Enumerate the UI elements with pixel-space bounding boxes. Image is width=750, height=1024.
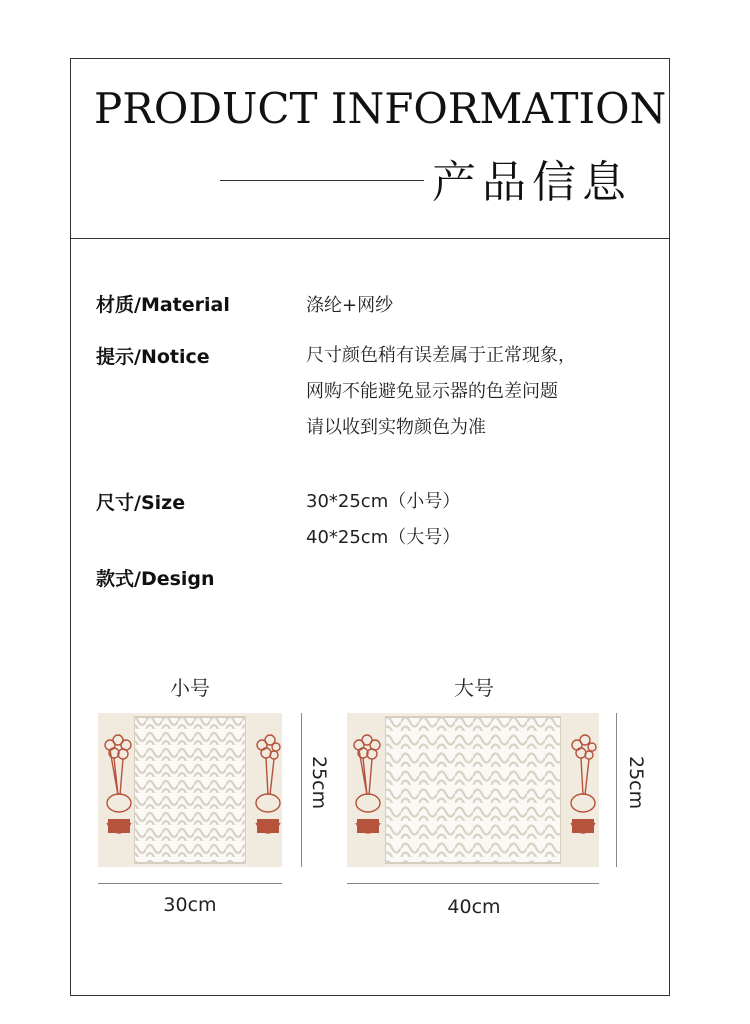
small-height-label: 25cm [308,756,330,810]
notice-label: 提示/Notice [96,346,210,368]
large-width-label: 40cm [447,896,501,918]
small-caption: 小号 [170,676,210,700]
small-net-image [98,713,282,867]
notice-line-2: 网购不能避免显示器的色差问题 [306,381,558,402]
size-label: 尺寸/Size [96,492,186,514]
small-height-line [301,713,302,867]
small-width-label: 30cm [163,894,217,916]
title-rule [220,180,424,181]
material-value: 涤纶+网纱 [306,295,394,316]
size-line-2: 40*25cm（大号） [306,527,461,548]
material-label: 材质/Material [96,294,230,316]
large-net-image [347,713,599,867]
large-caption: 大号 [454,676,494,700]
size-line-1: 30*25cm（小号） [306,491,461,512]
large-width-line [347,883,599,884]
notice-line-3: 请以收到实物颜色为准 [306,417,486,438]
design-label: 款式/Design [96,568,215,590]
title-chinese: 产品信息 [432,157,632,208]
notice-line-1: 尺寸颜色稍有误差属于正常现象， [306,345,576,366]
header-divider [70,238,670,239]
title-english: PRODUCT INFORMATION [94,84,667,133]
small-width-line [98,883,282,884]
large-height-label: 25cm [625,756,647,810]
large-height-line [616,713,617,867]
